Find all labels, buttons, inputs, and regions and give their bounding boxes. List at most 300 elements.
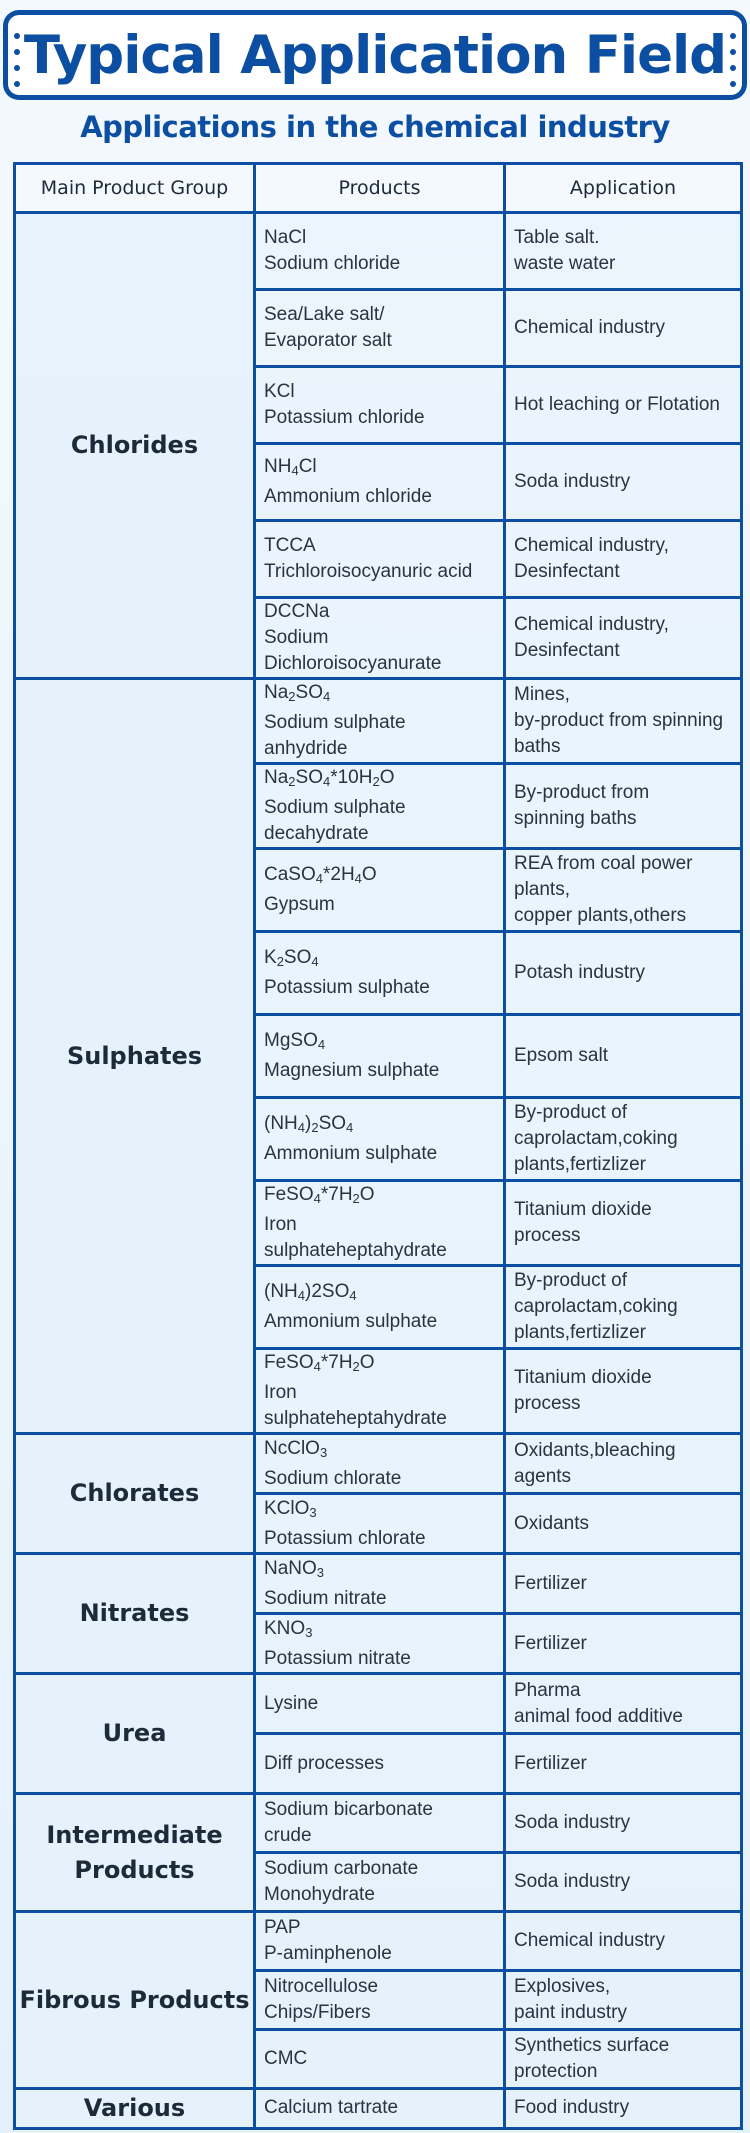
cell-line	[264, 1941, 495, 1967]
text-segment: KClO	[264, 1497, 310, 1519]
text-segment: sulphateheptahydrate	[264, 1408, 447, 1429]
cell-line	[514, 806, 732, 832]
cell-line	[264, 2095, 495, 2121]
text-segment: process	[514, 1225, 581, 1246]
application-cell	[505, 521, 742, 598]
subscript: 4	[311, 954, 319, 969]
cell-line	[514, 1464, 732, 1490]
cell-line	[514, 612, 732, 638]
text-segment: Desinfectant	[514, 561, 620, 582]
text-segment: (NH	[264, 1113, 298, 1134]
product-cell	[255, 444, 505, 521]
cell-line	[264, 1279, 495, 1309]
text-segment: Explosives,	[514, 1976, 611, 1997]
header-products: Products	[255, 164, 505, 213]
application-cell	[505, 764, 742, 849]
text-segment: FeSO	[264, 1352, 314, 1373]
cell-line	[514, 1268, 732, 1294]
text-segment: SO	[295, 682, 323, 703]
product-cell	[255, 598, 505, 679]
cell-line	[514, 2059, 732, 2085]
cell-line	[264, 795, 495, 821]
cell-line	[264, 484, 495, 510]
text-segment: Sodium bicarbonate	[264, 1799, 433, 1820]
text-segment: Diff processes	[264, 1752, 385, 1774]
group-name: Products	[74, 1855, 195, 1884]
product-cell	[255, 1266, 505, 1349]
cell-line	[514, 1391, 732, 1417]
text-segment: agents	[514, 1465, 572, 1487]
cell-line	[264, 302, 495, 328]
cell-line	[264, 1823, 495, 1849]
text-segment: Fertilizer	[514, 1632, 587, 1654]
cell-line	[514, 559, 732, 585]
cell-line	[264, 1496, 495, 1526]
product-cell	[255, 290, 505, 367]
application-cell	[505, 1971, 742, 2030]
text-segment: copper plants,others	[514, 905, 687, 926]
group-name: Fibrous Products	[19, 1985, 250, 2014]
text-segment: waste water	[514, 253, 616, 274]
product-cell	[255, 1794, 505, 1853]
group-name: Chlorates	[69, 1479, 200, 1508]
cell-line	[264, 1882, 495, 1908]
cell-line	[264, 1406, 495, 1432]
application-cell	[505, 1853, 742, 1912]
text-segment: KNO	[264, 1617, 306, 1639]
product-cell	[255, 521, 505, 598]
cell-line	[514, 1223, 732, 1249]
cell-line	[264, 1974, 495, 2000]
product-cell	[255, 849, 505, 932]
text-segment: CMC	[264, 2048, 308, 2069]
text-segment: Lysine	[264, 1692, 319, 1714]
application-cell	[505, 679, 742, 764]
cell-line	[264, 1556, 495, 1586]
cell-line	[514, 1704, 732, 1730]
text-segment: KCl	[264, 381, 295, 402]
application-cell	[505, 1015, 742, 1098]
text-segment: O	[359, 1352, 375, 1373]
table-row	[15, 679, 742, 764]
application-cell	[505, 932, 742, 1015]
cell-line	[514, 1197, 732, 1223]
text-segment: *10H	[330, 767, 373, 788]
cell-line	[264, 599, 495, 625]
text-segment: Potassium nitrate	[264, 1647, 411, 1669]
group-name: Intermediate	[46, 1820, 223, 1849]
cell-line	[264, 1436, 495, 1466]
group-cell	[15, 213, 255, 679]
application-cell	[505, 1734, 742, 1794]
text-segment: Potash industry	[514, 962, 645, 983]
table-row	[15, 1554, 742, 1614]
cell-line	[514, 2033, 732, 2059]
cell-line	[514, 315, 732, 341]
group-cell	[15, 1434, 255, 1554]
text-segment: NaCl	[264, 227, 307, 248]
cell-line	[514, 638, 732, 664]
cell-line	[264, 1111, 495, 1141]
cell-line	[514, 251, 732, 277]
text-segment: Titanium dioxide	[514, 1367, 652, 1388]
text-segment: caprolactam,coking	[514, 1296, 678, 1317]
cell-line	[264, 710, 495, 736]
cell-line	[264, 1309, 495, 1335]
cell-line	[264, 1141, 495, 1167]
subscript: 4	[322, 689, 331, 704]
text-segment: Hot leaching or Flotation	[514, 394, 720, 415]
application-cell	[505, 1434, 742, 1494]
subscript: 4	[349, 1288, 357, 1303]
cell-line	[514, 1751, 732, 1777]
application-cell	[505, 1494, 742, 1554]
text-segment: Dichloroisocyanurate	[264, 653, 442, 674]
text-segment: Sea/Lake salt/	[264, 304, 385, 325]
cell-line	[514, 877, 732, 903]
product-cell	[255, 367, 505, 444]
cell-line	[264, 892, 495, 918]
group-name: Various	[83, 2094, 186, 2122]
product-cell	[255, 932, 505, 1015]
text-segment: Oxidants,bleaching	[514, 1439, 676, 1461]
product-cell	[255, 1434, 505, 1494]
table-body	[15, 213, 742, 2129]
cell-line	[514, 533, 732, 559]
text-segment: REA from coal power	[514, 853, 693, 874]
text-segment: Chemical industry,	[514, 535, 669, 556]
subscript: 4	[291, 463, 299, 478]
table-row	[15, 2089, 742, 2129]
text-segment: Trichloroisocyanuric acid	[264, 561, 473, 582]
cell-line	[514, 392, 732, 418]
text-segment: Chemical industry	[514, 1930, 665, 1951]
text-segment: caprolactam,coking	[514, 1128, 678, 1149]
text-segment: plants,fertizlizer	[514, 1154, 646, 1175]
cell-line	[514, 903, 732, 929]
subscript: 2	[288, 689, 296, 704]
product-cell	[255, 2030, 505, 2089]
cell-line	[264, 379, 495, 405]
table-row	[15, 1912, 742, 1971]
cell-line	[264, 821, 495, 847]
text-segment: Sodium sulphate	[264, 712, 406, 733]
text-segment: O	[359, 1184, 375, 1205]
text-segment: TCCA	[264, 535, 316, 556]
cell-line	[514, 2000, 732, 2026]
text-segment: Soda industry	[514, 471, 631, 492]
text-segment: Magnesium sulphate	[264, 1060, 440, 1081]
cell-line	[264, 651, 495, 677]
cell-line	[514, 1678, 732, 1704]
text-segment: spinning baths	[514, 808, 637, 829]
text-segment: By-product of	[514, 1102, 627, 1123]
text-segment: Sodium chloride	[264, 253, 401, 274]
applications-table	[13, 162, 743, 2130]
text-segment: NH	[264, 456, 292, 477]
cell-line	[264, 251, 495, 277]
group-name: Nitrates	[79, 1599, 190, 1628]
text-segment: SO	[295, 767, 323, 788]
text-segment: plants,fertizlizer	[514, 1322, 646, 1343]
text-segment: K	[264, 947, 277, 968]
text-segment: Gypsum	[264, 894, 335, 915]
text-segment: Synthetics surface	[514, 2035, 670, 2056]
text-segment: paint industry	[514, 2002, 628, 2023]
text-segment: by-product from spinning	[514, 710, 724, 731]
text-segment: Monohydrate	[264, 1884, 375, 1905]
cell-line	[264, 625, 495, 651]
application-cell	[505, 213, 742, 290]
product-cell	[255, 1098, 505, 1181]
text-segment: plants,	[514, 879, 570, 900]
cell-line	[264, 680, 495, 710]
text-segment: Chips/Fibers	[264, 2002, 371, 2023]
text-segment: Iron	[264, 1382, 297, 1403]
text-segment: SO	[318, 1113, 347, 1134]
cell-line	[264, 736, 495, 762]
cell-line	[264, 1238, 495, 1264]
product-cell	[255, 1853, 505, 1912]
cell-line	[514, 1438, 732, 1464]
text-segment: Ammonium chloride	[264, 486, 432, 507]
text-segment: Potassium sulphate	[264, 977, 430, 998]
banner-dots-right	[730, 33, 736, 87]
cell-line	[264, 1915, 495, 1941]
text-segment: anhydride	[264, 738, 348, 759]
application-cell	[505, 1554, 742, 1614]
application-cell	[505, 2030, 742, 2089]
table-row	[15, 1674, 742, 1734]
text-segment: protection	[514, 2061, 598, 2082]
cell-line	[264, 1751, 495, 1777]
cell-line	[264, 2000, 495, 2026]
subscript: 4	[322, 774, 331, 789]
cell-line	[514, 1100, 732, 1126]
cell-line	[514, 1511, 732, 1537]
group-cell	[15, 1674, 255, 1794]
cell-line	[514, 1126, 732, 1152]
text-segment: baths	[514, 736, 561, 757]
cell-line	[264, 559, 495, 585]
product-cell	[255, 1494, 505, 1554]
cell-line	[264, 225, 495, 251]
text-segment: PAP	[264, 1917, 301, 1938]
subscript: 2	[372, 774, 380, 789]
text-segment: crude	[264, 1825, 312, 1846]
cell-line	[264, 2046, 495, 2072]
page-subtitle: Applications in the chemical industry	[80, 110, 670, 144]
cell-line	[264, 1586, 495, 1612]
text-segment: *7H	[320, 1352, 353, 1373]
application-cell	[505, 1614, 742, 1674]
applications-table-wrap	[13, 162, 740, 2130]
application-cell	[505, 444, 742, 521]
text-segment: Food industry	[514, 2097, 630, 2119]
text-segment: sulphateheptahydrate	[264, 1240, 447, 1261]
text-segment: Sodium carbonate	[264, 1858, 419, 1879]
cell-line	[264, 1797, 495, 1823]
cell-line	[514, 1928, 732, 1954]
text-segment: decahydrate	[264, 823, 369, 844]
cell-line	[264, 328, 495, 354]
text-segment: Ammonium sulphate	[264, 1143, 438, 1164]
subscript: 3	[319, 1444, 328, 1460]
page-title: Typical Application Field	[23, 24, 727, 86]
product-cell	[255, 1614, 505, 1674]
application-cell	[505, 1674, 742, 1734]
cell-line	[264, 1856, 495, 1882]
text-segment: Na	[264, 682, 289, 703]
cell-line	[264, 862, 495, 892]
title-banner-inner	[8, 15, 742, 95]
subscript: 4	[313, 1359, 321, 1374]
cell-line	[264, 765, 495, 795]
product-cell	[255, 1674, 505, 1734]
text-segment: Evaporator salt	[264, 330, 392, 351]
cell-line	[264, 945, 495, 975]
cell-line	[264, 1212, 495, 1238]
cell-line	[514, 2095, 732, 2121]
text-segment: NcClO	[264, 1437, 320, 1459]
text-segment: FeSO	[264, 1184, 314, 1205]
cell-line	[514, 960, 732, 986]
cell-line	[264, 1028, 495, 1058]
application-cell	[505, 1349, 742, 1434]
header-application: Application	[505, 164, 742, 213]
cell-line	[514, 1152, 732, 1178]
cell-line	[264, 405, 495, 431]
text-segment: Oxidants	[514, 1512, 589, 1534]
text-segment: Sodium	[264, 627, 329, 648]
text-segment: )2SO	[305, 1281, 350, 1302]
product-cell	[255, 679, 505, 764]
subscript: 4	[297, 1120, 306, 1135]
text-segment: Potassium chloride	[264, 407, 425, 428]
subscript: 2	[276, 954, 284, 969]
subscript: 4	[315, 871, 323, 886]
table-row	[15, 1434, 742, 1494]
text-segment: DCCNa	[264, 601, 330, 622]
cell-line	[514, 851, 732, 877]
table-row	[15, 213, 742, 290]
cell-line	[264, 975, 495, 1001]
text-segment: CaSO	[264, 864, 316, 885]
application-cell	[505, 1794, 742, 1853]
text-segment: process	[514, 1393, 581, 1414]
cell-line	[514, 780, 732, 806]
group-name: Urea	[102, 1719, 167, 1748]
text-segment: Na	[264, 767, 289, 788]
text-segment: Calcium tartrate	[264, 2097, 399, 2119]
application-cell	[505, 598, 742, 679]
subscript: 2	[352, 1359, 360, 1374]
cell-line	[264, 1526, 495, 1552]
text-segment: Soda industry	[514, 1812, 631, 1833]
text-segment: O	[361, 864, 377, 885]
cell-line	[264, 1058, 495, 1084]
text-segment: P-aminphenole	[264, 1943, 392, 1964]
subscript: 4	[297, 1288, 306, 1303]
subscript: 3	[305, 1624, 313, 1640]
application-cell	[505, 290, 742, 367]
cell-line	[514, 1631, 732, 1657]
group-cell	[15, 679, 255, 1434]
application-cell	[505, 849, 742, 932]
text-segment: Cl	[298, 456, 317, 477]
text-segment: Chemical industry	[514, 317, 665, 338]
text-segment: By-product of	[514, 1270, 627, 1291]
text-segment: *2H	[322, 864, 355, 885]
text-segment: SO	[283, 947, 312, 968]
text-segment: Sodium nitrate	[264, 1587, 387, 1609]
subscript: 3	[309, 1504, 317, 1520]
cell-line	[514, 225, 732, 251]
text-segment: Sodium sulphate	[264, 797, 406, 818]
application-cell	[505, 367, 742, 444]
subscript: 4	[317, 1037, 326, 1052]
cell-line	[514, 1320, 732, 1346]
subscript: 4	[346, 1120, 354, 1135]
cell-line	[264, 1182, 495, 1212]
cell-line	[514, 1869, 732, 1895]
group-cell	[15, 1554, 255, 1674]
product-cell	[255, 764, 505, 849]
text-segment: Ammonium sulphate	[264, 1311, 438, 1332]
cell-line	[514, 469, 732, 495]
text-segment: Titanium dioxide	[514, 1199, 652, 1220]
cell-line	[264, 1646, 495, 1672]
cell-line	[514, 1810, 732, 1836]
text-segment: (NH	[264, 1281, 298, 1302]
text-segment: Soda industry	[514, 1871, 631, 1892]
text-segment: Epsom salt	[514, 1045, 608, 1066]
text-segment: Chemical industry,	[514, 614, 669, 635]
cell-line	[264, 454, 495, 484]
text-segment: animal food additive	[514, 1705, 683, 1727]
banner-dots-left	[14, 33, 20, 87]
table-header-row	[15, 164, 742, 213]
header-main-product-group: Main Product Group	[15, 164, 255, 213]
text-segment: Sodium chlorate	[264, 1467, 402, 1489]
cell-line	[514, 708, 732, 734]
text-segment: Potassium chlorate	[264, 1527, 426, 1549]
group-cell	[15, 1912, 255, 2089]
text-segment: Nitrocellulose	[264, 1976, 379, 1997]
text-segment: Table salt.	[514, 227, 600, 248]
subscript: 4	[313, 1191, 321, 1206]
product-cell	[255, 2089, 505, 2129]
cell-line	[514, 1294, 732, 1320]
product-cell	[255, 1734, 505, 1794]
application-cell	[505, 1266, 742, 1349]
cell-line	[514, 682, 732, 708]
cell-line	[264, 1691, 495, 1717]
text-segment: O	[379, 767, 395, 788]
text-segment: Iron	[264, 1214, 297, 1235]
cell-line	[264, 1466, 495, 1492]
product-cell	[255, 1971, 505, 2030]
cell-line	[264, 533, 495, 559]
group-name: Chlorides	[70, 431, 199, 460]
application-cell	[505, 1912, 742, 1971]
text-segment: By-product from	[514, 782, 650, 803]
text-segment: MgSO	[264, 1030, 318, 1051]
cell-line	[514, 1571, 732, 1597]
text-segment: Pharma	[514, 1679, 581, 1701]
subscript: 4	[354, 871, 362, 886]
text-segment: NaNO	[264, 1557, 317, 1579]
